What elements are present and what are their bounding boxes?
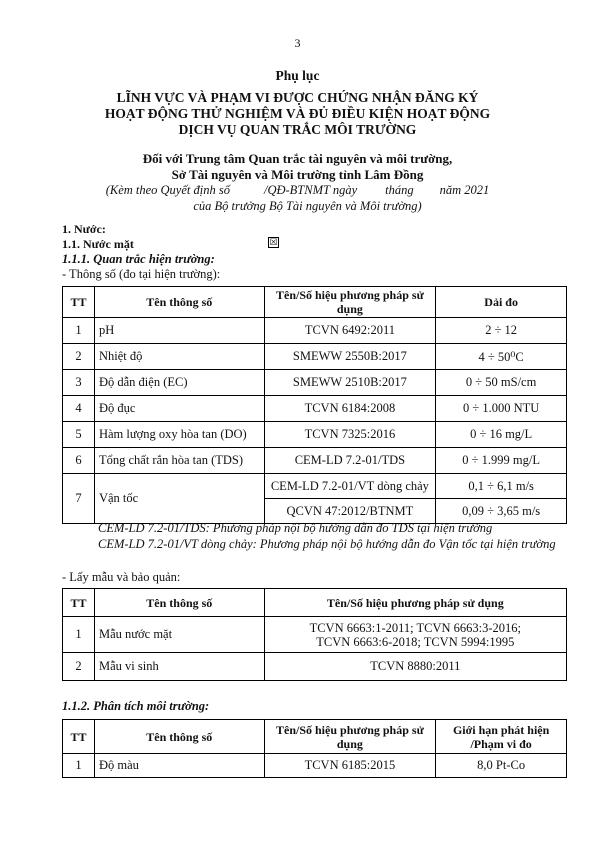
- note-velocity: CEM-LD 7.2-01/VT dòng chảy: Phương pháp nội bộ hướng dẫn đo Vận tốc tại hiện trường: [98, 537, 556, 551]
- cell-range: 0,09 ÷ 3,65 m/s: [436, 499, 567, 524]
- heading-line-3: DỊCH VỤ QUAN TRẮC MÔI TRƯỜNG: [178, 122, 417, 137]
- header-param-name: Tên thông số: [94, 720, 264, 754]
- cell-tt: 2: [63, 344, 95, 370]
- table-header-row: [63, 720, 567, 754]
- cell-method: QCVN 47:2012/BTNMT: [264, 499, 436, 524]
- cell-param-name: Mẫu nước mặt: [94, 617, 264, 653]
- cell-range: 4 ÷ 50⁰C: [436, 344, 567, 370]
- cell-param-name: Tổng chất rắn hòa tan (TDS): [94, 448, 264, 474]
- section-water: 1. Nước:: [62, 222, 106, 236]
- table-row: [63, 396, 567, 422]
- header-tt: TT: [63, 720, 95, 754]
- header-method: Tên/Số hiệu phương pháp sử dụng: [264, 589, 566, 617]
- header-tt: TT: [63, 287, 95, 318]
- header-param-name: Tên thông số: [94, 287, 264, 318]
- cell-tt: 1: [63, 318, 95, 344]
- heading-line-1: LĨNH VỰC VÀ PHẠM VI ĐƯỢC CHỨNG NHẬN ĐĂNG KÝ: [116, 90, 479, 105]
- cell-method: TCVN 6184:2008: [264, 396, 436, 422]
- cell-method: TCVN 6492:2011: [264, 318, 436, 344]
- table-row: [63, 370, 567, 396]
- method-line: TCVN 6663:6-2018; TCVN 5994:1995: [316, 634, 515, 649]
- checked-checkbox[interactable]: ☒: [269, 237, 278, 247]
- table-row: [63, 422, 567, 448]
- table-row: [63, 448, 567, 474]
- decision-line-2: của Bộ trưởng Bộ Tài nguyên và Môi trường): [193, 199, 422, 213]
- analysis-table: [62, 719, 567, 778]
- header-range: Dải đo: [436, 287, 567, 318]
- method-line: TCVN 6663:1-2011; TCVN 6663:3-2016;: [309, 620, 522, 635]
- cell-param-name: Vận tốc: [94, 474, 264, 524]
- cell-limit: 8,0 Pt-Co: [436, 754, 567, 778]
- cell-method: SMEWW 2510B:2017: [264, 370, 436, 396]
- cell-tt: 4: [63, 396, 95, 422]
- decision-part-2: /QĐ-BTNMT ngày: [263, 183, 358, 197]
- table-row: [63, 344, 567, 370]
- cell-param-name: Hàm lượng oxy hòa tan (DO): [94, 422, 264, 448]
- cell-range: 0 ÷ 16 mg/L: [436, 422, 567, 448]
- cell-tt: 1: [63, 754, 95, 778]
- table-row: [63, 617, 567, 653]
- table-row: [63, 318, 567, 344]
- table-header-row: [63, 589, 567, 617]
- sampling-label: - Lấy mẫu và bảo quản:: [62, 570, 181, 584]
- cell-tt: 7: [63, 474, 95, 524]
- sampling-table: [62, 588, 567, 681]
- table-row: [63, 474, 567, 499]
- cell-method: TCVN 7325:2016: [264, 422, 436, 448]
- note-tds: CEM-LD 7.2-01/TDS: Phương pháp nội bộ hướng dẫn đo TDS tại hiện trường: [98, 521, 493, 535]
- cell-param-name: Độ dẫn điện (EC): [94, 370, 264, 396]
- header-limit: Giới hạn phát hiện /Phạm vi đo: [436, 720, 567, 754]
- decision-line: [0, 183, 595, 198]
- cell-method: TCVN 8880:2011: [264, 653, 566, 681]
- cell-tt: 2: [63, 653, 95, 681]
- subheading-line-2: Sở Tài nguyên và Môi trường tỉnh Lâm Đồng: [171, 167, 424, 182]
- cell-range: 0 ÷ 50 mS/cm: [436, 370, 567, 396]
- cell-tt: 5: [63, 422, 95, 448]
- cell-range: 0 ÷ 1.999 mg/L: [436, 448, 567, 474]
- subheading-line-1: Đối với Trung tâm Quan trắc tài nguyên và môi trường,: [142, 151, 453, 166]
- field-params-table: [62, 286, 567, 524]
- cell-method: TCVN 6185:2015: [264, 754, 436, 778]
- cell-range: 0 ÷ 1.000 NTU: [436, 396, 567, 422]
- header-method: Tên/Số hiệu phương pháp sử dụng: [264, 720, 436, 754]
- cell-tt: 3: [63, 370, 95, 396]
- section-analysis: 1.1.2. Phân tích môi trường:: [62, 699, 210, 713]
- appendix-title: Phụ lục: [275, 68, 320, 83]
- cell-method: [264, 617, 566, 653]
- table-row: [63, 754, 567, 778]
- cell-param-name: Mẫu vi sinh: [94, 653, 264, 681]
- cell-param-name: pH: [94, 318, 264, 344]
- cell-param-name: Độ màu: [94, 754, 264, 778]
- page-number: 3: [294, 36, 301, 50]
- cell-param-name: Độ đục: [94, 396, 264, 422]
- cell-param-name: Nhiệt độ: [94, 344, 264, 370]
- header-tt: TT: [63, 589, 95, 617]
- heading-line-2: HOẠT ĐỘNG THỬ NGHIỆM VÀ ĐỦ ĐIỀU KIỆN HOẠT ĐỘNG: [104, 106, 491, 121]
- cell-range: 2 ÷ 12: [436, 318, 567, 344]
- cell-method: SMEWW 2550B:2017: [264, 344, 436, 370]
- section-surface-water: 1.1. Nước mặt: [62, 237, 134, 251]
- header-param-name: Tên thông số: [94, 589, 264, 617]
- decision-part-1: (Kèm theo Quyết định số: [105, 183, 230, 197]
- cell-tt: 6: [63, 448, 95, 474]
- table-header-row: [63, 287, 567, 318]
- field-params-label: - Thông số (đo tại hiện trường):: [62, 267, 221, 281]
- decision-part-4: năm 2021: [439, 183, 490, 197]
- cell-method: CEM-LD 7.2-01/TDS: [264, 448, 436, 474]
- section-field-monitoring: 1.1.1. Quan trắc hiện trường:: [62, 252, 215, 266]
- table-row: [63, 653, 567, 681]
- cell-tt: 1: [63, 617, 95, 653]
- decision-part-3: tháng: [385, 183, 414, 197]
- header-method: Tên/Số hiệu phương pháp sử dụng: [264, 287, 436, 318]
- cell-method: CEM-LD 7.2-01/VT dòng chảy: [264, 474, 436, 499]
- cell-range: 0,1 ÷ 6,1 m/s: [436, 474, 567, 499]
